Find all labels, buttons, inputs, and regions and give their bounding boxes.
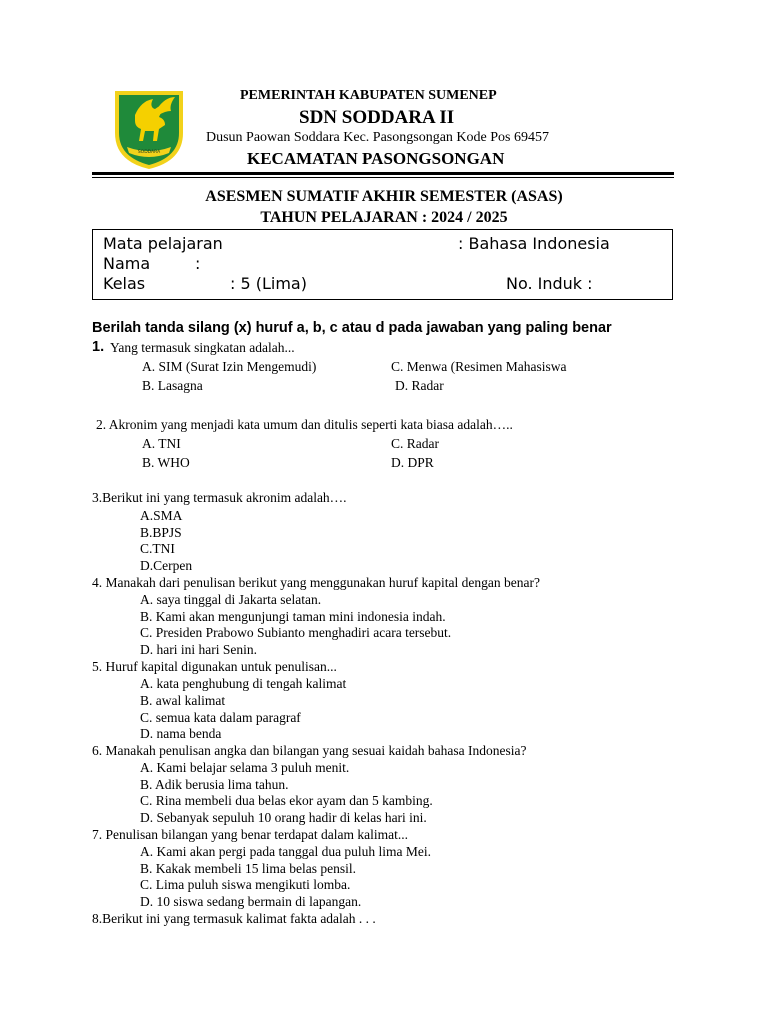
class-label: Kelas	[103, 274, 146, 293]
q3-option-d: D.Cerpen	[140, 558, 193, 573]
class-value: : 5 (Lima)	[230, 274, 307, 293]
q7-option-c: C. Lima puluh siswa mengikuti lomba.	[140, 877, 351, 892]
q7-option-d: D. 10 siswa sedang bermain di lapangan.	[140, 894, 362, 909]
q2-text: 2. Akronim yang menjadi kata umum dan ditulis seperti kata biasa adalah…..	[96, 417, 513, 432]
district-heading: KECAMATAN PASONGSONGAN	[247, 149, 505, 168]
q4-text: 4. Manakah dari penulisan berikut yang menggunakan huruf kapital dengan benar?	[92, 575, 540, 590]
exam-year: TAHUN PELAJARAN : 2024 / 2025	[260, 209, 508, 226]
q3-text: 3.Berikut ini yang termasuk akronim adalah….	[92, 490, 347, 505]
subject-value: : Bahasa Indonesia	[458, 234, 610, 253]
q5-option-d: D. nama benda	[140, 726, 222, 741]
q4-option-c: C. Presiden Prabowo Subianto menghadiri acara tersebut.	[140, 625, 452, 640]
q6-text: 6. Manakah penulisan angka dan bilangan yang sesuai kaidah bahasa Indonesia?	[92, 743, 527, 758]
q1-text: Yang termasuk singkatan adalah...	[110, 340, 295, 355]
q4-option-d: D. hari ini hari Senin.	[140, 642, 257, 657]
letterhead-rule-thick	[92, 172, 674, 175]
induk-label: No. Induk :	[506, 274, 593, 293]
logo-banner-text: SODDARA	[137, 150, 161, 155]
school-name: SDN SODDARA II	[299, 107, 455, 128]
name-value: :	[195, 254, 201, 273]
q5-text: 5. Huruf kapital digunakan untuk penulisan...	[92, 659, 337, 674]
q4-option-a: A. saya tinggal di Jakarta selatan.	[140, 592, 322, 607]
school-logo	[113, 85, 185, 171]
q7-option-a: A. Kami akan pergi pada tanggal dua puluh lima Mei.	[140, 844, 432, 859]
subject-label: Mata pelajaran	[103, 234, 223, 253]
q3-option-c: C.TNI	[140, 541, 175, 556]
name-label: Nama	[103, 254, 151, 273]
q5-option-a: A. kata penghubung di tengah kalimat	[140, 676, 347, 691]
student-info-box	[92, 229, 673, 300]
q5-option-b: B. awal kalimat	[140, 693, 226, 708]
q5-option-c: C. semua kata dalam paragraf	[140, 710, 301, 725]
q7-option-b: B. Kakak membeli 15 lima belas pensil.	[140, 861, 356, 876]
q3-option-a: A.SMA	[140, 508, 183, 523]
q8-text: 8.Berikut ini yang termasuk kalimat fakta adalah . . .	[92, 911, 376, 926]
q1-option-d: D. Radar	[395, 378, 444, 393]
q1-number: 1.	[92, 339, 105, 355]
government-heading: PEMERINTAH KABUPATEN SUMENEP	[240, 88, 497, 103]
q4-option-b: B. Kami akan mengunjungi taman mini indonesia indah.	[140, 609, 446, 624]
q2-option-c: C. Radar	[391, 436, 439, 451]
q3-option-b: B.BPJS	[140, 525, 182, 540]
q7-text: 7. Penulisan bilangan yang benar terdapat dalam kalimat...	[92, 827, 409, 842]
school-address: Dusun Paowan Soddara Kec. Pasongsongan Kode Pos 69457	[206, 130, 549, 145]
q2-option-d: D. DPR	[391, 455, 434, 470]
exam-title: ASESMEN SUMATIF AKHIR SEMESTER (ASAS)	[205, 188, 563, 205]
q1-option-c: C. Menwa (Resimen Mahasiswa	[391, 359, 567, 374]
instruction: Berilah tanda silang (x) huruf a, b, c atau d pada jawaban yang paling benar	[92, 320, 612, 336]
q2-option-a: A. TNI	[142, 436, 181, 451]
q6-option-c: C. Rina membeli dua belas ekor ayam dan 5 kambing.	[140, 793, 433, 808]
q1-option-a: A. SIM (Surat Izin Mengemudi)	[142, 359, 317, 374]
q6-option-d: D. Sebanyak sepuluh 10 orang hadir di kelas hari ini.	[140, 810, 427, 825]
q6-option-a: A. Kami belajar selama 3 puluh menit.	[140, 760, 350, 775]
q2-option-b: B. WHO	[142, 455, 190, 470]
q1-option-b: B. Lasagna	[142, 378, 203, 393]
letterhead-rule-thin	[92, 177, 674, 178]
q6-option-b: B. Adik berusia lima tahun.	[140, 777, 289, 792]
